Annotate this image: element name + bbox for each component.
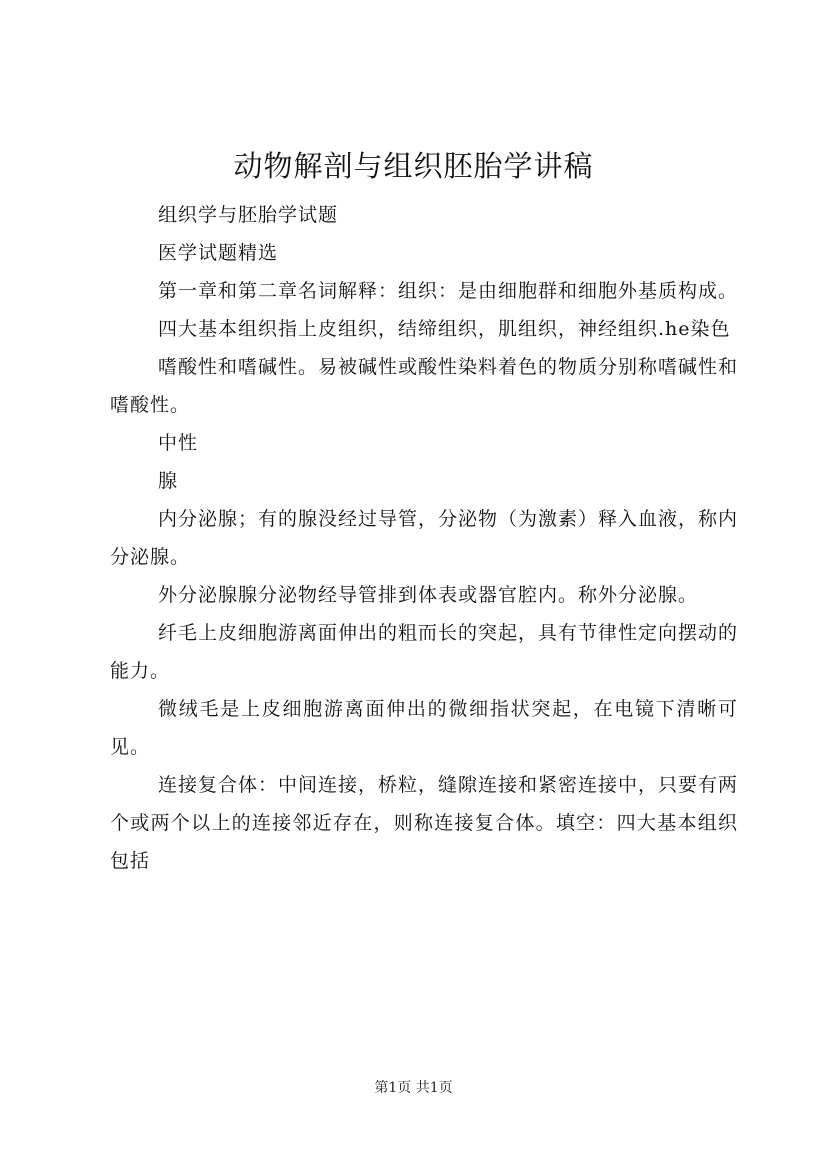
paragraph: 连接复合体：中间连接，桥粒，缝隙连接和紧密连接中，只要有两个或两个以上的连接邻近存在，则称连接复合体。填空：四大基本组织包括 [110, 774, 739, 872]
paragraph: 腺 [158, 470, 179, 492]
page-footer: 第1页 共1页 [374, 1080, 453, 1096]
paragraph: 纤毛上皮细胞游离面伸出的粗而长的突起，具有节律性定向摆动的能力。 [110, 622, 739, 682]
paragraph: 外分泌腺腺分泌物经导管排到体表或器官腔内。称外分泌腺。 [158, 584, 699, 606]
document-title: 动物解剖与组织胚胎学讲稿 [233, 149, 594, 183]
document-body [110, 196, 738, 880]
paragraph: 内分泌腺；有的腺没经过导管，分泌物（为激素）释入血液，称内分泌腺。 [110, 508, 739, 568]
paragraph: 微绒毛是上皮细胞游离面伸出的微细指状突起，在电镜下清晰可见。 [110, 698, 738, 758]
paragraph: 医学试题精选 [158, 242, 279, 264]
paragraph: 第一章和第二章名词解释：组织：是由细胞群和细胞外基质构成。 [158, 280, 739, 302]
paragraph: 组织学与胚胎学试题 [158, 204, 339, 226]
paragraph: 四大基本组织指上皮组织，结缔组织，肌组织，神经组织.he染色 [158, 318, 731, 340]
paragraph: 嗜酸性和嗜碱性。易被碱性或酸性染料着色的物质分别称嗜碱性和嗜酸性。 [110, 356, 739, 416]
paragraph: 中性 [158, 432, 199, 454]
